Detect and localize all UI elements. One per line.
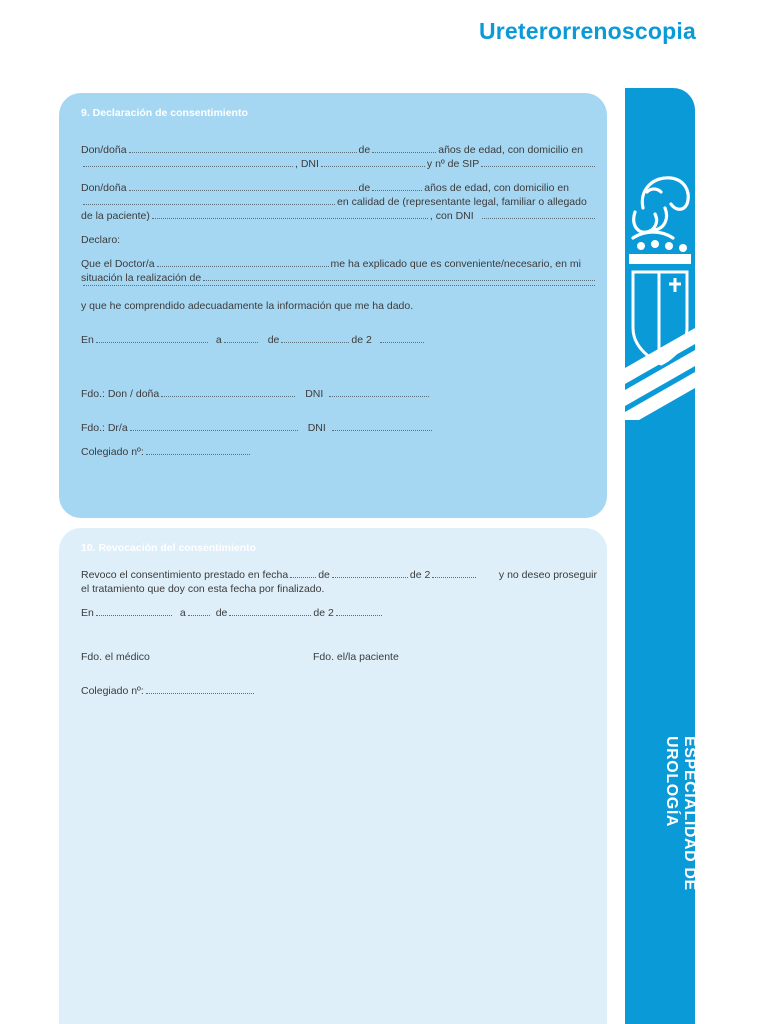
form-line [81, 387, 597, 401]
signature-field[interactable] [161, 396, 295, 397]
colegiado-field[interactable] [146, 693, 254, 694]
label-de-2: de 2 [409, 569, 431, 581]
relationship-field[interactable] [152, 218, 428, 219]
form-line [81, 445, 597, 459]
label-sip: y nº de SIP [426, 158, 480, 170]
dni-field-4[interactable] [332, 430, 432, 431]
place-field[interactable] [96, 615, 172, 616]
specialty-label: ESPECIALIDAD DE UROLOGÍA [663, 736, 698, 891]
revocation-year-field[interactable] [432, 577, 476, 578]
form-line [81, 209, 597, 223]
label-doctor: Que el Doctor/a [81, 258, 155, 270]
label-colegiado: Colegiado nº: [81, 446, 144, 458]
year-field[interactable] [380, 342, 424, 343]
name-field-2[interactable] [129, 190, 357, 191]
label-de-month: de [267, 334, 280, 346]
label-de-2: de [358, 182, 371, 194]
dni-field[interactable] [321, 166, 425, 167]
address-field[interactable] [83, 166, 293, 167]
day-field[interactable] [224, 342, 258, 343]
form-line [81, 257, 597, 271]
label-declaro: Declaro: [81, 234, 121, 246]
form-line [81, 650, 597, 664]
form-line [81, 421, 597, 435]
age-field-2[interactable] [372, 190, 422, 191]
month-field[interactable] [281, 342, 349, 343]
consent-revocation-panel [59, 528, 607, 1024]
coat-of-arms-icon [625, 168, 695, 420]
label-no-deseo: y no deseo proseguir [498, 569, 597, 581]
revocation-month-field[interactable] [332, 577, 408, 578]
label-situacion: situación la realización de [81, 272, 202, 284]
label-anos: años de edad, con domicilio en [438, 144, 583, 156]
section-10-heading: 10. Revocación del consentimiento [81, 542, 257, 554]
label-de-2b: de 2 [313, 607, 334, 619]
form-line [81, 143, 597, 157]
address-field-2[interactable] [83, 204, 335, 205]
label-en: En [81, 334, 94, 346]
label-de: de [318, 569, 330, 581]
form-line [81, 157, 597, 171]
form-line [81, 181, 597, 195]
label-don: Don/doña [81, 144, 127, 156]
label-dni: , DNI [295, 158, 319, 170]
form-line [81, 195, 597, 209]
form-line [81, 568, 597, 582]
label-comprendido: y que he comprendido adecuadamente la información que me ha dado. [81, 300, 414, 312]
document-title: Ureterorrenoscopia [478, 18, 696, 44]
procedure-field[interactable] [203, 280, 595, 281]
doctor-field[interactable] [157, 266, 329, 267]
label-dni-3: DNI [305, 388, 324, 400]
label-fdo-medico: Fdo. el médico [81, 651, 150, 663]
age-field[interactable] [372, 152, 436, 153]
month-field[interactable] [229, 615, 311, 616]
label-en-calidad: en calidad de (representante legal, familiar o allegado [337, 196, 587, 208]
sip-field[interactable] [481, 166, 595, 167]
label-fdo-dr: Fdo.: Dr/a [81, 422, 128, 434]
year-field[interactable] [336, 615, 382, 616]
dni-field-2[interactable] [482, 218, 595, 219]
form-line [81, 233, 597, 247]
doctor-signature-field[interactable] [130, 430, 298, 431]
label-de-month: de [215, 607, 228, 619]
label-con-dni: , con DNI [429, 210, 474, 222]
procedure-field-2[interactable] [83, 285, 595, 286]
label-a: a [179, 607, 186, 619]
colegiado-field[interactable] [146, 454, 250, 455]
form-line [81, 582, 597, 596]
label-anos-2: años de edad, con domicilio en [424, 182, 569, 194]
form-line [81, 271, 597, 285]
label-de-2: de 2 [351, 334, 372, 346]
dni-field-3[interactable] [329, 396, 429, 397]
label-me-ha-explicado: me ha explicado que es conveniente/necesario, en mi [330, 258, 581, 270]
label-tratamiento: el tratamiento que doy con esta fecha por finalizado. [81, 583, 325, 595]
label-don-2: Don/doña [81, 182, 127, 194]
form-line [81, 299, 597, 313]
form-line [81, 285, 597, 299]
form-line [81, 606, 597, 620]
place-field[interactable] [96, 342, 208, 343]
label-revoco: Revoco el consentimiento prestado en fecha [81, 569, 289, 581]
label-dni-4: DNI [307, 422, 326, 434]
label-fdo-don: Fdo.: Don / doña [81, 388, 160, 400]
label-en: En [81, 607, 94, 619]
label-fdo-paciente: Fdo. el/la paciente [313, 651, 399, 663]
form-line [81, 333, 597, 347]
label-colegiado: Colegiado nº: [81, 685, 144, 697]
day-field[interactable] [188, 615, 210, 616]
revocation-day-field[interactable] [290, 577, 316, 578]
form-line [81, 684, 597, 698]
label-a: a [215, 334, 222, 346]
name-field[interactable] [129, 152, 357, 153]
section-9-heading: 9. Declaración de consentimiento [81, 107, 248, 119]
label-de-la-paciente: de la paciente) [81, 210, 150, 222]
consent-declaration-panel [59, 93, 607, 518]
label-de: de [358, 144, 371, 156]
